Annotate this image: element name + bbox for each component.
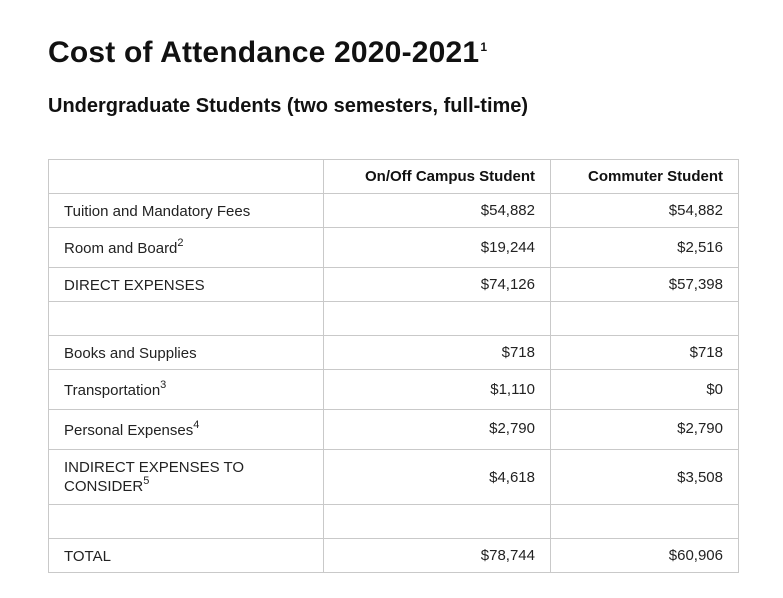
commuter-value: $2,516 (551, 228, 739, 268)
commuter-value (551, 505, 739, 539)
table-row-empty (49, 505, 739, 539)
row-label (49, 302, 324, 336)
header-label-cell (49, 160, 324, 194)
row-label (49, 505, 324, 539)
commuter-value: $54,882 (551, 194, 739, 228)
row-label: TOTAL (49, 539, 324, 573)
commuter-value: $3,508 (551, 450, 739, 505)
commuter-value: $718 (551, 336, 739, 370)
commuter-value: $57,398 (551, 268, 739, 302)
page-subtitle: Undergraduate Students (two semesters, full-time) (48, 95, 529, 117)
commuter-value: $60,906 (551, 539, 739, 573)
commuter-value: $2,790 (551, 410, 739, 450)
row-label: Room and Board$^2$ (49, 228, 324, 268)
table-row (49, 228, 739, 268)
header-campus: On/Off Campus Student (324, 160, 551, 194)
table-row (49, 450, 739, 505)
row-label: Transportation$^3$ (49, 370, 324, 410)
campus-value: $1,110 (324, 370, 551, 410)
table-row-empty (49, 302, 739, 336)
campus-value: $2,790 (324, 410, 551, 450)
cost-table (48, 159, 739, 573)
campus-value: $54,882 (324, 194, 551, 228)
campus-value (324, 302, 551, 336)
page-title (48, 36, 487, 70)
header-commuter: Commuter Student (551, 160, 739, 194)
campus-value: $4,618 (324, 450, 551, 505)
table-row (49, 370, 739, 410)
campus-value: $74,126 (324, 268, 551, 302)
table-row (49, 194, 739, 228)
campus-value: $19,244 (324, 228, 551, 268)
table-row-total (49, 539, 739, 573)
table-row (49, 336, 739, 370)
table-header-row (49, 160, 739, 194)
row-label: DIRECT EXPENSES (49, 268, 324, 302)
commuter-value: $0 (551, 370, 739, 410)
row-label: Personal Expenses$^4$ (49, 410, 324, 450)
commuter-value (551, 302, 739, 336)
campus-value: $78,744 (324, 539, 551, 573)
table-row (49, 410, 739, 450)
row-label: Books and Supplies (49, 336, 324, 370)
title-text: Cost of Attendance 2020-2021 (48, 36, 480, 69)
campus-value: $718 (324, 336, 551, 370)
row-label: Tuition and Mandatory Fees (49, 194, 324, 228)
table-row (49, 268, 739, 302)
campus-value (324, 505, 551, 539)
title-footnote-marker: 1 (480, 40, 488, 54)
row-label: INDIRECT EXPENSES TO CONSIDER$^5$ (49, 450, 324, 505)
